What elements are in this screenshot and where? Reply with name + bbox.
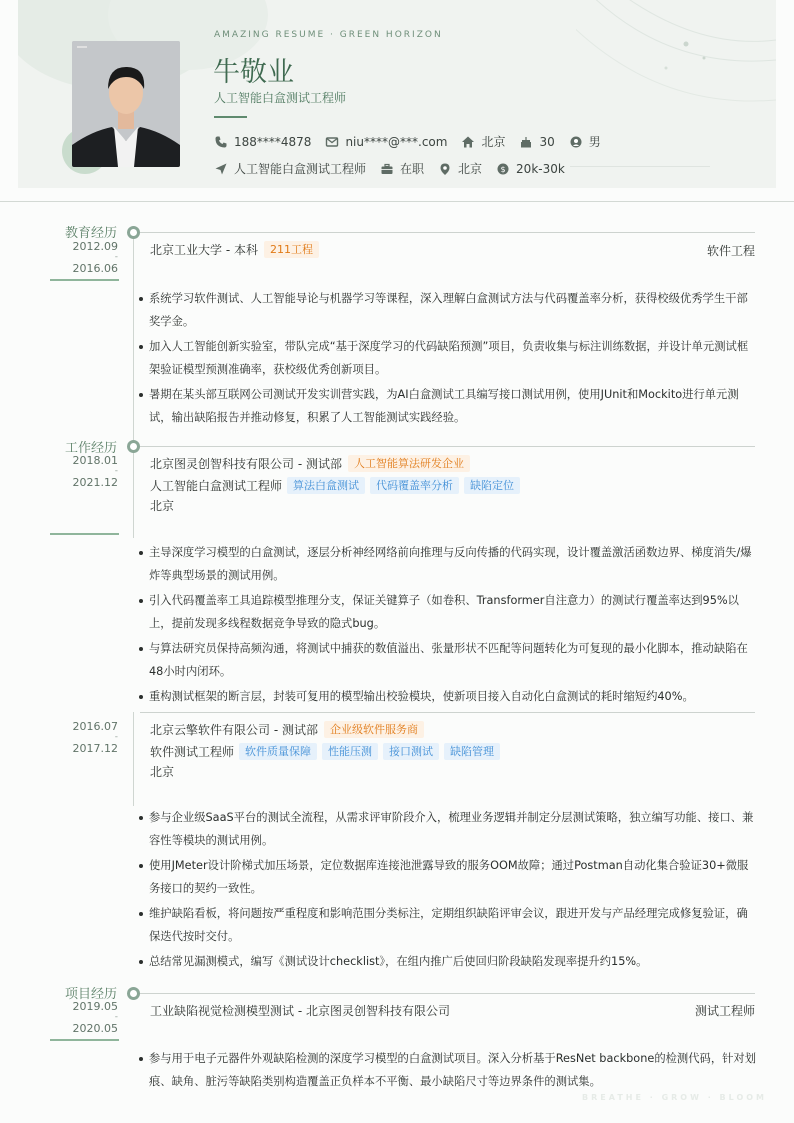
- list-item: 总结常见漏测模式，编写《测试设计checklist》，在组内推广后使回归阶段缺陷发现率提升约15%。: [137, 950, 757, 973]
- timeline-line: [133, 238, 134, 538]
- city-text: 北京: [481, 135, 506, 149]
- contact-row: [214, 133, 615, 150]
- date-underline: [50, 1039, 119, 1041]
- job-company: [150, 455, 470, 472]
- section-line: [140, 446, 755, 447]
- job-bullets: [137, 541, 757, 710]
- intent-status-item: [380, 160, 424, 177]
- briefcase-icon: [380, 162, 394, 176]
- school-tag: 211工程: [264, 241, 319, 258]
- send-icon: [214, 162, 228, 176]
- project-bullets: [137, 1047, 757, 1095]
- list-item: 参与用于电子元器件外观缺陷检测的深度学习模型的白盒测试项目。深入分析基于ResNet backbone的检测代码，针对划痕、缺角、脏污等缺陷类别构造覆盖正负样本不平衡、最小缺陷尺寸等边界条件的测试集。: [137, 1047, 757, 1093]
- age-text: 30: [539, 134, 555, 149]
- skill-tag: 软件质量保障: [239, 743, 317, 760]
- city-item: [461, 133, 505, 150]
- home-icon: [461, 135, 475, 149]
- company-tag: 人工智能算法研发企业: [348, 455, 470, 472]
- job-date: 2018.01 - 2021.12: [72, 454, 118, 489]
- list-item: 维护缺陷看板，将问题按严重程度和影响范围分类标注，定期组织缺陷评审会议，跟进开发与产品经理完成修复验证，确保迭代按时交付。: [137, 902, 757, 948]
- skill-tag: 算法白盒测试: [287, 477, 365, 494]
- intent-city-text: 北京: [458, 162, 483, 176]
- list-item: 参与企业级SaaS平台的测试全流程，从需求评审阶段介入，梳理业务逻辑并制定分层测试策略，独立编写功能、接口、兼容性等模块的测试用例。: [137, 806, 757, 852]
- intent-status-text: 在职: [400, 162, 425, 176]
- project-date: 2019.05 - 2020.05: [72, 1000, 118, 1035]
- entry-line: [140, 712, 755, 713]
- list-item: 主导深度学习模型的白盒测试，逐层分析神经网络前向推理与反向传播的代码实现，设计覆盖激活函数边界、梯度消失/爆炸等典型场景的测试用例。: [137, 541, 757, 587]
- decorative-lines-icon: [576, 0, 776, 110]
- avatar: [72, 41, 180, 167]
- phone-text: 188****4878: [234, 134, 312, 149]
- job-location: 北京: [150, 499, 175, 513]
- section-title-projects: 项目经历: [64, 987, 117, 1002]
- intent-position-text: 人工智能白盒测试工程师: [234, 162, 367, 176]
- company-name: 北京云擎软件有限公司 - 测试部: [150, 723, 318, 737]
- timeline-node: [127, 440, 140, 453]
- timeline-node: [127, 987, 140, 1000]
- list-item: 引入代码覆盖率工具追踪模型推理分支，保证关键算子（如卷积、Transformer自注意力）的测试行覆盖率达到95%以上，提前发现多线程数据竞争导致的隐式bug。: [137, 589, 757, 635]
- job-company: [150, 721, 424, 738]
- section-title-education: 教育经历: [64, 226, 117, 241]
- tagline: AMAZING RESUME · GREEN HORIZON: [214, 30, 443, 40]
- list-item: 与算法研究员保持高频沟通，将测试中捕获的数值溢出、张量形状不匹配等问题转化为可复现的最小化脚本，推动缺陷在48小时内闭环。: [137, 637, 757, 683]
- job-role: [150, 743, 500, 760]
- timeline-line: [133, 712, 134, 806]
- timeline-node: [127, 226, 140, 239]
- phone-icon: [214, 135, 228, 149]
- gender-icon: [569, 135, 583, 149]
- email-text: niu****@***.com: [345, 134, 448, 149]
- school-name: 北京工业大学 - 本科: [150, 243, 258, 257]
- intent-position-item: [214, 160, 366, 177]
- cake-icon: [519, 135, 533, 149]
- mail-icon: [325, 135, 339, 149]
- svg-text:$: $: [500, 164, 506, 174]
- intent-row: [214, 160, 579, 177]
- list-item: 加入人工智能创新实验室，带队完成“基于深度学习的代码缺陷预测”项目，负责收集与标注训练数据，并设计单元测试框架验证模型预测准确率，获校级优秀创新项目。: [137, 335, 757, 381]
- skill-tag: 缺陷定位: [464, 477, 520, 494]
- company-name: 北京图灵创智科技有限公司 - 测试部: [150, 457, 342, 471]
- date-underline: [50, 279, 119, 281]
- job-role: [150, 477, 520, 494]
- footer-watermark: BREATHE · GROW · BLOOM: [582, 1093, 767, 1102]
- education-bullets: [137, 287, 757, 431]
- header-bottom-line: [0, 201, 794, 202]
- section-line: [140, 232, 755, 233]
- education-date: 2012.09 - 2016.06: [72, 240, 118, 275]
- list-item: 暑期在某头部互联网公司测试开发实训营实践，为AI白盒测试工具编写接口测试用例，使用JUnit和Mockito进行单元测试，输出缺陷报告并推动修复，积累了人工智能测试实践经验。: [137, 383, 757, 429]
- skill-tag: 接口测试: [383, 743, 439, 760]
- job-bullets: [137, 806, 757, 975]
- age-item: [519, 135, 554, 149]
- company-tag: 企业级软件服务商: [324, 721, 424, 738]
- job-location: 北京: [150, 765, 175, 779]
- list-item: 使用JMeter设计阶梯式加压场景，定位数据库连接池泄露导致的服务OOM故障；通过Postman自动化集合验证30+微服务接口的契约一致性。: [137, 854, 757, 900]
- list-item: 重构测试框架的断言层，封装可复用的模型输出校验模块，使新项目接入自动化白盒测试的耗时缩短约40%。: [137, 685, 757, 708]
- skill-tag: 缺陷管理: [444, 743, 500, 760]
- project-role: 测试工程师: [694, 1004, 755, 1018]
- date-underline: [50, 533, 119, 535]
- skill-tag: 代码覆盖率分析: [370, 477, 459, 494]
- skill-tag: 性能压测: [322, 743, 378, 760]
- title-underline: [214, 116, 247, 118]
- candidate-name: 牛敬业: [213, 57, 294, 88]
- location-pin-icon: [438, 162, 452, 176]
- header-divider: [570, 166, 710, 167]
- job-date: 2016.07 - 2017.12: [72, 720, 118, 755]
- intent-city-item: [438, 160, 482, 177]
- phone-item: [214, 135, 311, 149]
- education-major: 软件工程: [706, 244, 755, 258]
- list-item: 系统学习软件测试、人工智能导论与机器学习等课程，深入理解白盒测试方法与代码覆盖率分析，获得校级优秀学生干部奖学金。: [137, 287, 757, 333]
- gender-text: 男: [588, 135, 601, 149]
- job-title: 人工智能白盒测试工程师: [214, 91, 347, 105]
- gender-item: [569, 133, 601, 150]
- education-school: [150, 241, 319, 258]
- money-icon: [496, 162, 510, 176]
- section-line: [140, 993, 755, 994]
- intent-salary-item: [496, 162, 565, 176]
- role-name: 人工智能白盒测试工程师: [150, 479, 283, 493]
- email-item: [325, 135, 447, 149]
- section-title-work: 工作经历: [64, 441, 117, 456]
- project-name: 工业缺陷视觉检测模型测试 - 北京图灵创智科技有限公司: [150, 1004, 450, 1018]
- intent-salary-text: 20k-30k: [516, 161, 565, 176]
- role-name: 软件测试工程师: [150, 745, 235, 759]
